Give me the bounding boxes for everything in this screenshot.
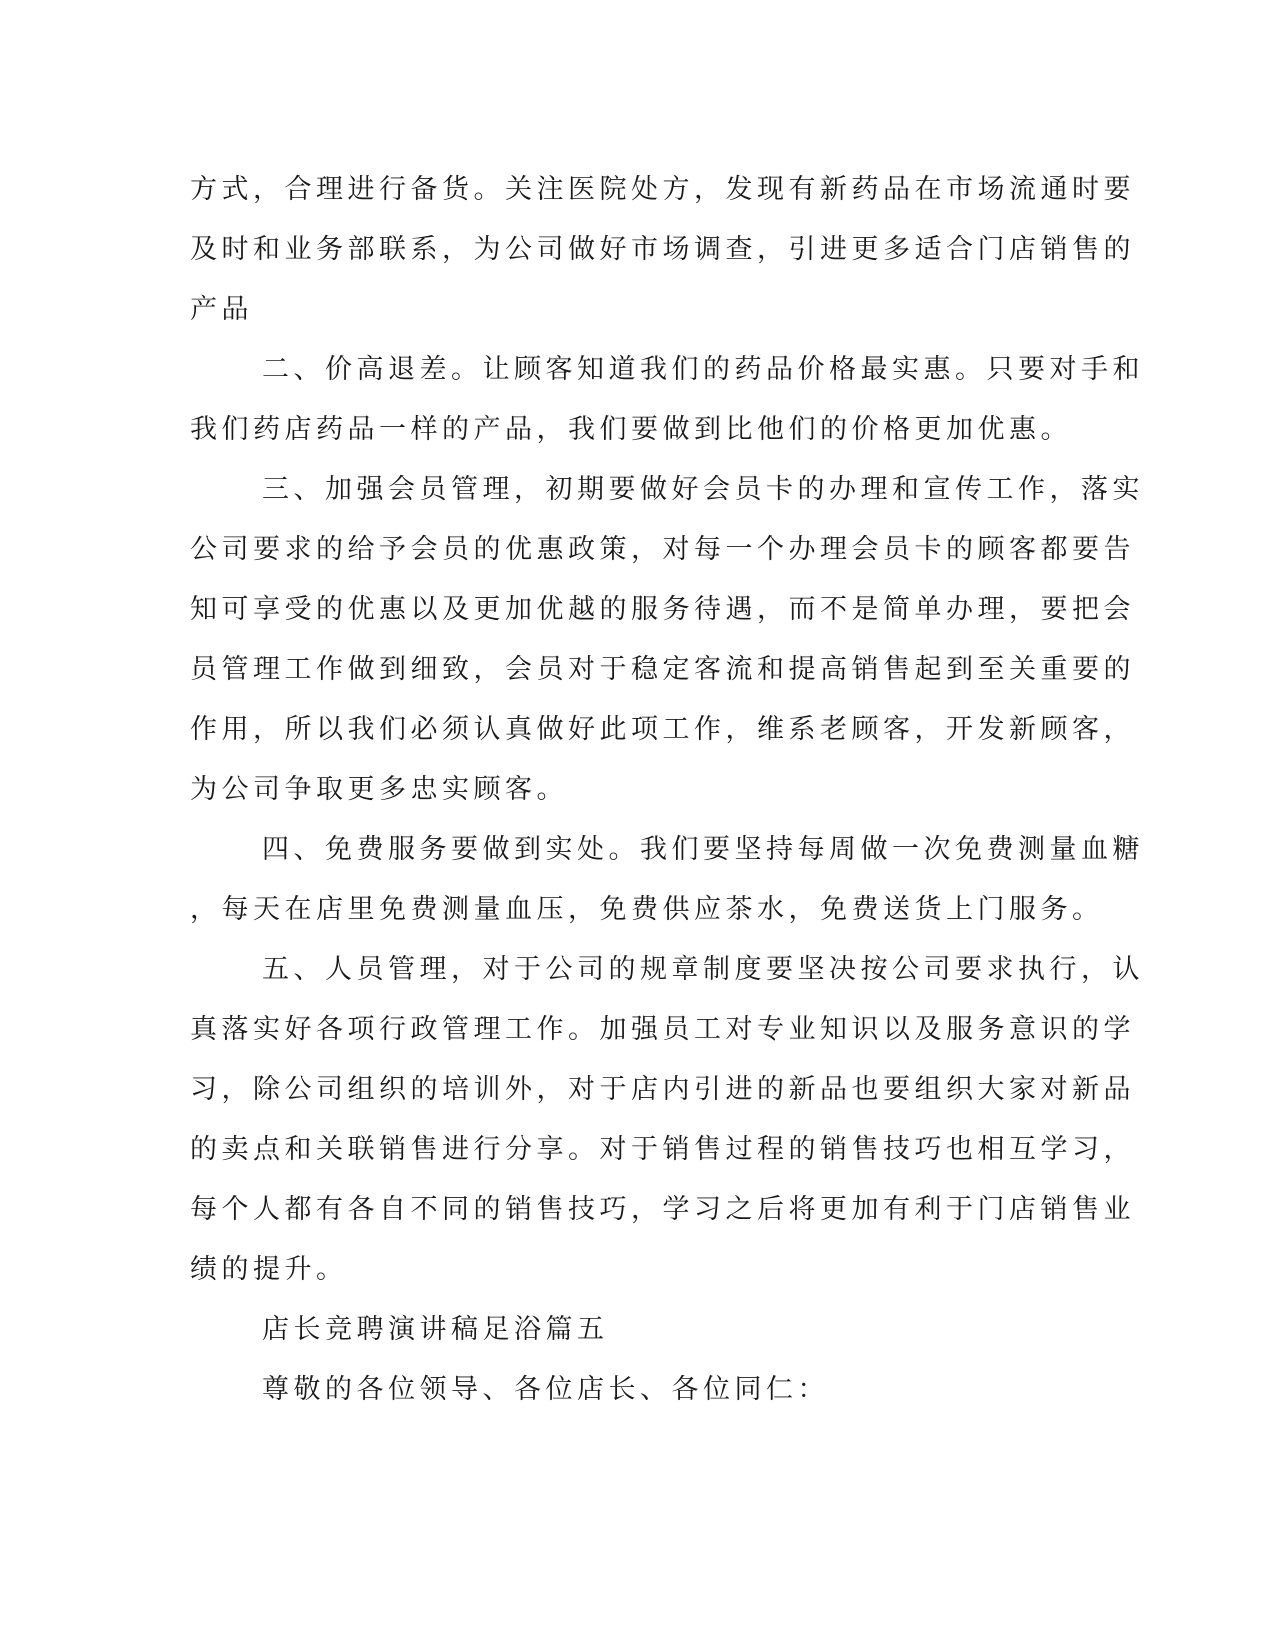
text-line: ，每天在店里免费测量血压，免费供应茶水，免费送货上门服务。 <box>190 894 1104 925</box>
text-line: 绩的提升。 <box>190 1254 348 1285</box>
document-body <box>190 160 1144 1420</box>
text-line: 及时和业务部联系，为公司做好市场调查，引进更多适合门店销售的 <box>190 234 1135 265</box>
text-line: 的卖点和关联销售进行分享。对于销售过程的销售技巧也相互学习， <box>190 1134 1135 1165</box>
paragraph-heading-4: 四、免费服务要做到实处。我们要坚持每周做一次免费测量血糖 <box>262 834 1144 865</box>
paragraph-heading-3: 三、加强会员管理，初期要做好会员卡的办理和宣传工作，落实 <box>262 474 1144 505</box>
text-line: 知可享受的优惠以及更加优越的服务待遇，而不是简单办理，要把会 <box>190 594 1135 625</box>
text-line: 作用，所以我们必须认真做好此项工作，维系老顾客，开发新顾客， <box>190 714 1135 745</box>
text-line: 方式，合理进行备货。关注医院处方，发现有新药品在市场流通时要 <box>190 174 1135 205</box>
section-title: 店长竞聘演讲稿足浴篇五 <box>262 1314 609 1345</box>
text-line: 为公司争取更多忠实顾客。 <box>190 774 568 805</box>
salutation: 尊敬的各位领导、各位店长、各位同仁： <box>262 1374 829 1405</box>
text-line: 我们药店药品一样的产品，我们要做到比他们的价格更加优惠。 <box>190 414 1072 445</box>
text-line: 习，除公司组织的培训外，对于店内引进的新品也要组织大家对新品 <box>190 1074 1135 1105</box>
text-line: 真落实好各项行政管理工作。加强员工对专业知识以及服务意识的学 <box>190 1014 1135 1045</box>
text-line: 每个人都有各自不同的销售技巧，学习之后将更加有利于门店销售业 <box>190 1194 1135 1225</box>
text-line: 员管理工作做到细致，会员对于稳定客流和提高销售起到至关重要的 <box>190 654 1135 685</box>
text-line: 产品 <box>190 294 253 325</box>
paragraph-heading-2: 二、价高退差。让顾客知道我们的药品价格最实惠。只要对手和 <box>262 354 1144 385</box>
paragraph-heading-5: 五、人员管理，对于公司的规章制度要坚决按公司要求执行，认 <box>262 954 1144 985</box>
text-line: 公司要求的给予会员的优惠政策，对每一个办理会员卡的顾客都要告 <box>190 534 1135 565</box>
